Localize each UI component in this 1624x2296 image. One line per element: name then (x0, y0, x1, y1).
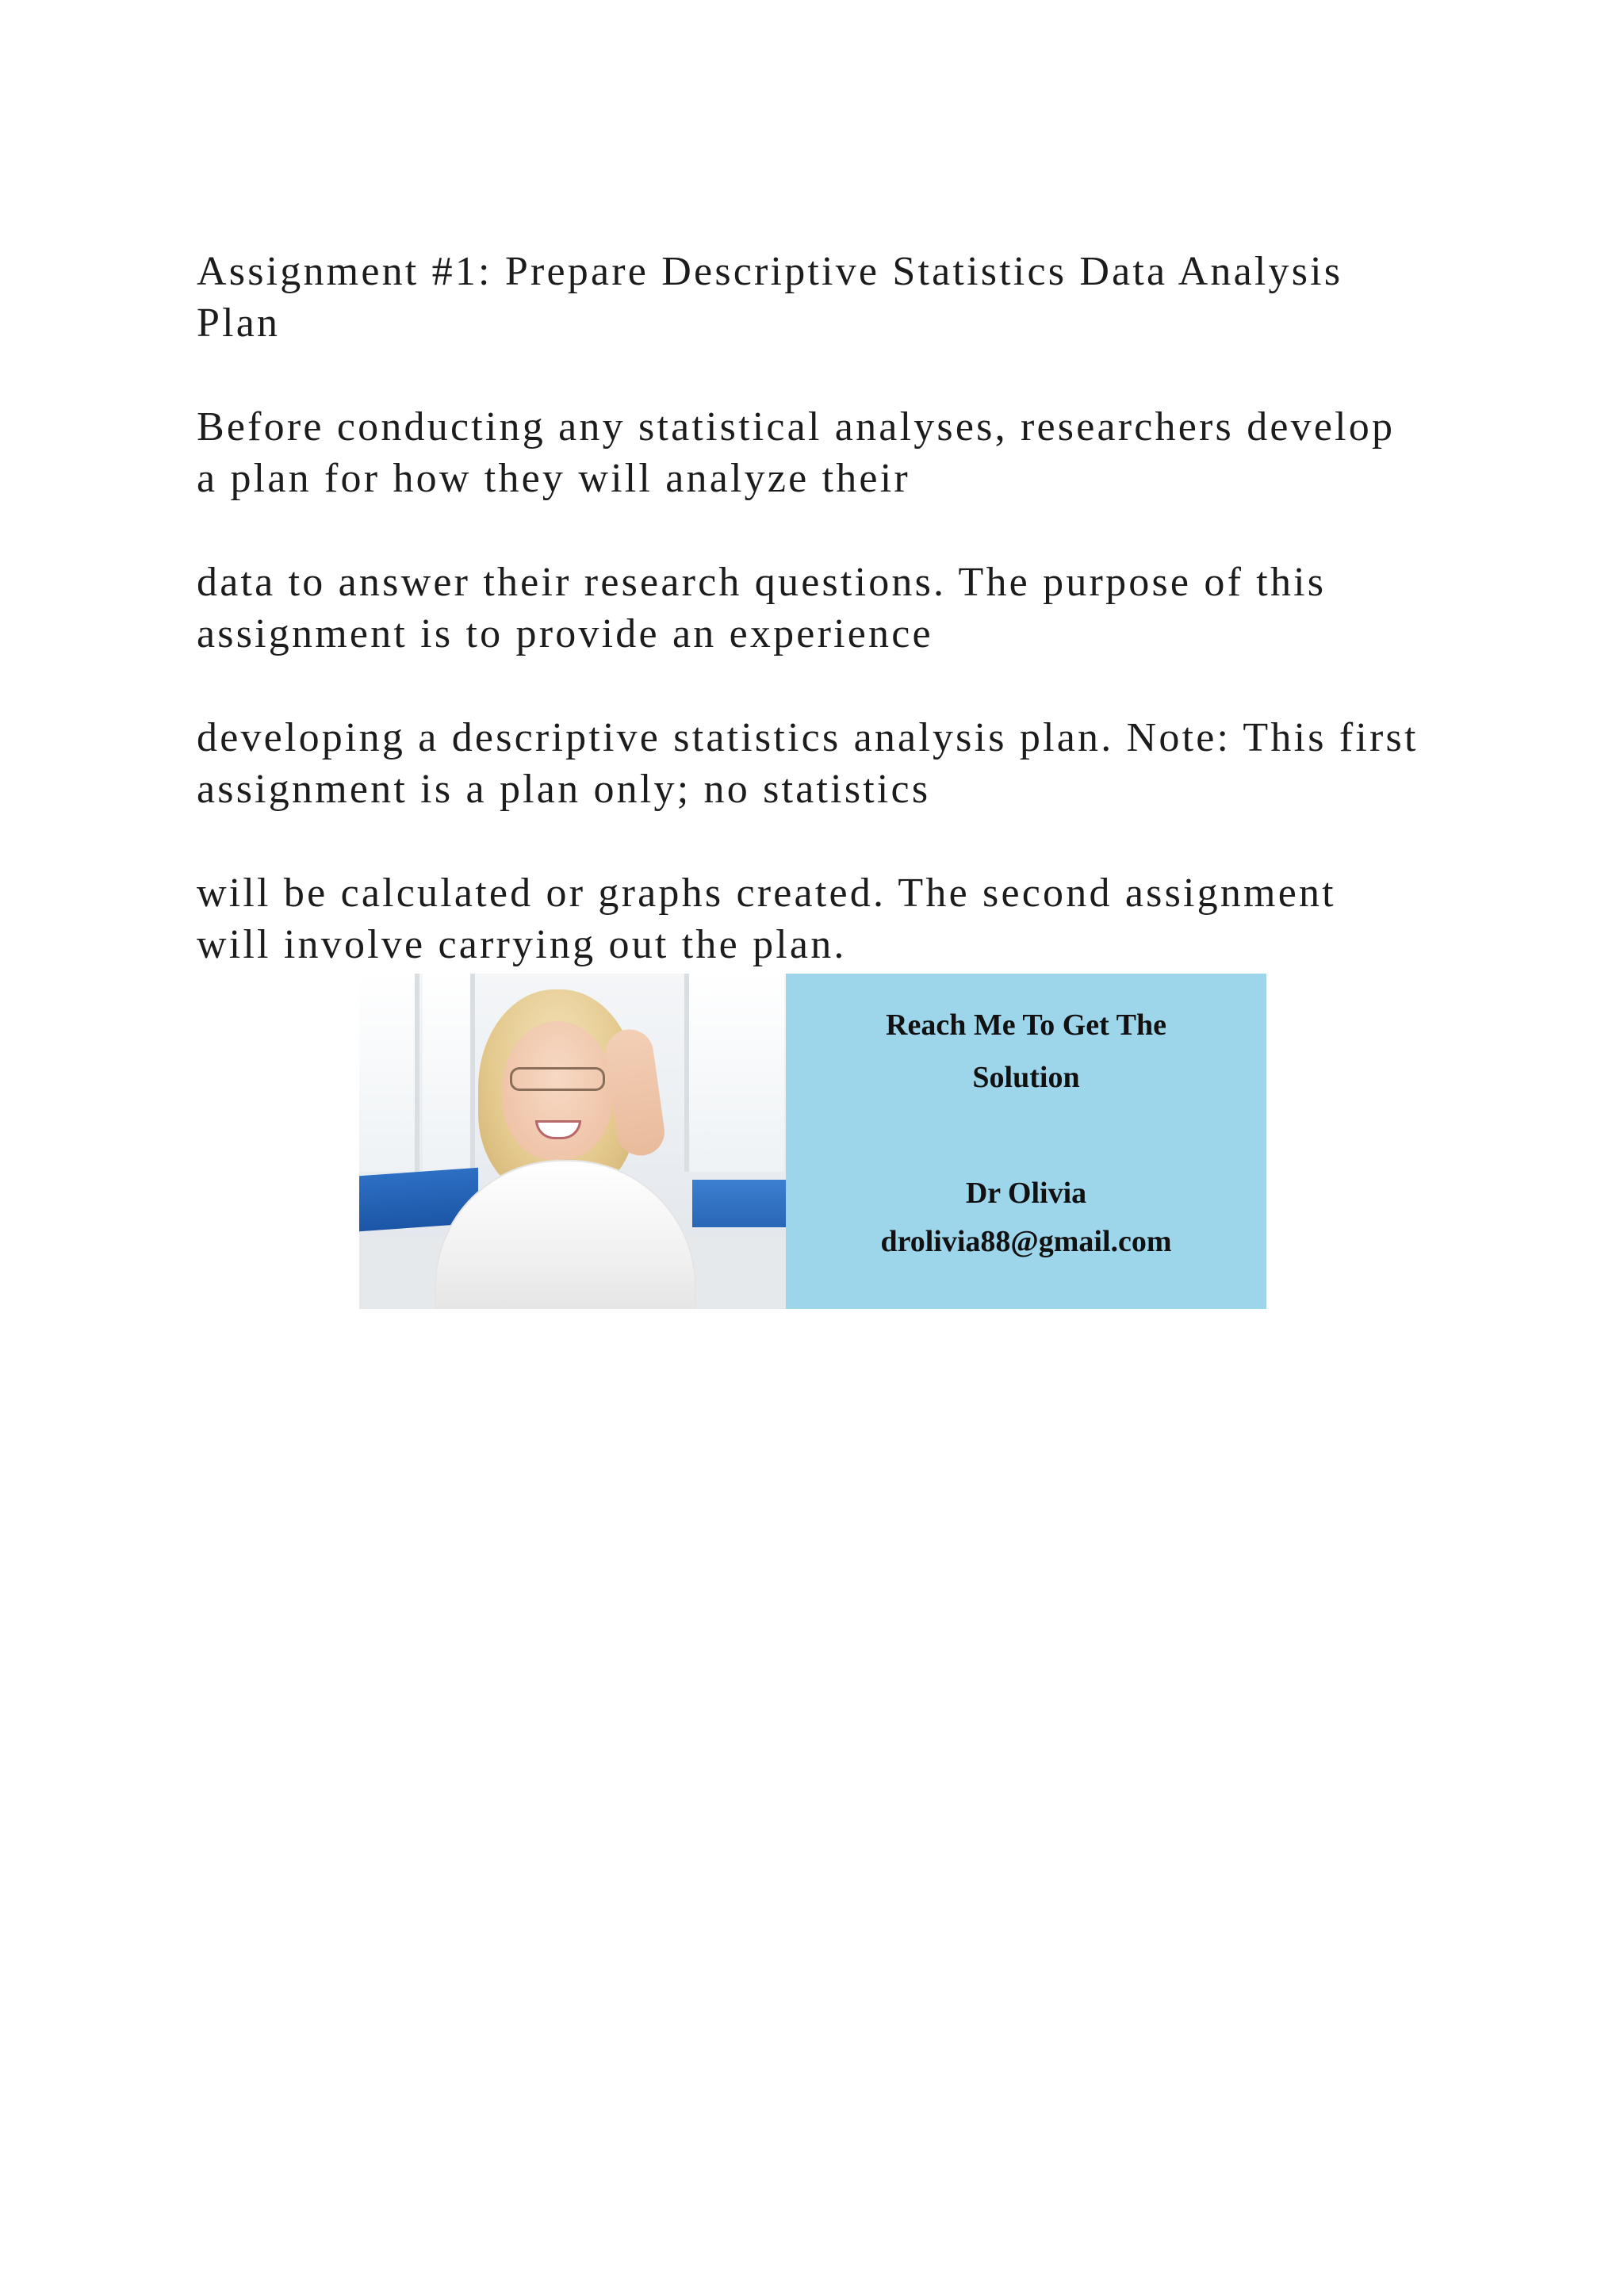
paragraph-4: will be calculated or graphs created. The second assignment will involve carrying out the plan. (197, 871, 1336, 967)
contact-banner (359, 974, 1266, 1309)
paragraph-3: developing a descriptive statistics analysis plan. Note: This first assignment is a plan only; no statistics (197, 715, 1419, 812)
paragraph-2: data to answer their research questions. The purpose of this assignment is to provide an experience (197, 560, 1327, 656)
banner-headline-line1: Reach Me To Get The (886, 1008, 1166, 1042)
banner-headline-line2: Solution (972, 1061, 1080, 1094)
paragraph-title: Assignment #1: Prepare Descriptive Statistics Data Analysis Plan (197, 249, 1343, 346)
contact-email: drolivia88@gmail.com (880, 1225, 1172, 1258)
contact-name: Dr Olivia (965, 1177, 1087, 1210)
contact-info-panel (786, 974, 1266, 1309)
woman-photo (359, 974, 786, 1309)
document-body (197, 246, 1450, 970)
paragraph-1: Before conducting any statistical analyses, researchers develop a plan for how they will analyze their (197, 404, 1396, 501)
